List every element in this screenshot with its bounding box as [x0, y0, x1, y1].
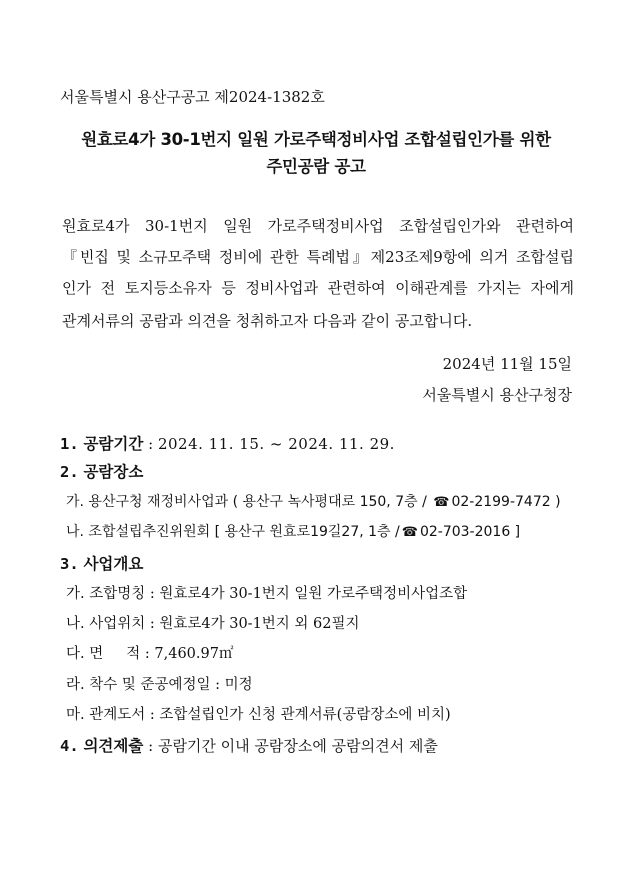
section-number: 1. — [60, 435, 79, 453]
overview-item: 라. 착수 및 준공예정일 : 미정 — [66, 677, 253, 693]
issuer: 서울특별시 용산구청장 — [422, 386, 572, 404]
place-item-1-phone: 02-2199-7472 ) — [451, 494, 561, 510]
overview-item: 다. 면 적 : 7,460.97㎡ — [66, 646, 234, 662]
section-title: 공람장소 — [83, 463, 144, 481]
notice-number: 서울특별시 용산구공고 제2024-1382호 — [60, 88, 325, 106]
section-title: 의견제출 — [83, 737, 144, 755]
section-number: 3. — [60, 555, 79, 573]
section-number: 4. — [60, 737, 79, 755]
place-item-2-phone: 02-703-2016 ] — [419, 524, 521, 540]
phone-icon: ☎ — [401, 525, 418, 540]
title-line-2: 주민공람 공고 — [266, 157, 366, 176]
period-value: 2024. 11. 15. ~ 2024. 11. 29. — [157, 435, 395, 453]
section-period — [60, 432, 395, 454]
body-line-1: 원효로4가 30-1번지 일원 가로주택정비사업 조합설립인가와 관련하여 — [62, 217, 574, 235]
place-item-2 — [66, 521, 520, 541]
section-title: 공람기간 — [83, 435, 144, 453]
section-place — [60, 460, 143, 482]
overview-item: 가. 조합명칭 : 원효로4가 30-1번지 일원 가로주택정비사업조합 — [66, 586, 468, 602]
phone-icon: ☎ — [433, 495, 450, 510]
opinion-value: 공람기간 이내 공람장소에 공람의견서 제출 — [157, 737, 438, 755]
place-item-1-text: 가. 용산구청 재정비사업과 ( 용산구 녹사평대로 150, 7층 / — [66, 494, 432, 510]
place-item-2-text: 나. 조합설립추진위원회 [ 용산구 원효로19길27, 1층 / — [66, 524, 400, 540]
section-opinion — [60, 734, 438, 756]
place-item-1 — [66, 491, 561, 511]
body-line-3: 인가 전 토지등소유자 등 정비사업과 관련하여 이해관계를 가지는 자에게 — [62, 279, 574, 297]
body-line-2: 『빈집 및 소규모주택 정비에 관한 특례법』제23조제9항에 의거 조합설립 — [62, 248, 574, 266]
overview-item: 마. 관계도서 : 조합설립인가 신청 관계서류(공람장소에 비치) — [66, 707, 451, 723]
overview-item: 나. 사업위치 : 원효로4가 30-1번지 외 62필지 — [66, 616, 360, 632]
title-line-1: 원효로4가 30-1번지 일원 가로주택정비사업 조합설립인가를 위한 — [81, 130, 551, 149]
body-line-4: 관계서류의 공람과 의견을 청취하고자 다음과 같이 공고합니다. — [62, 312, 473, 330]
section-overview — [60, 552, 143, 574]
section-number: 2. — [60, 463, 79, 481]
section-title: 사업개요 — [83, 555, 144, 573]
notice-date: 2024년 11월 15일 — [442, 355, 572, 373]
section-separator: : — [143, 435, 158, 453]
section-separator: : — [143, 737, 158, 755]
